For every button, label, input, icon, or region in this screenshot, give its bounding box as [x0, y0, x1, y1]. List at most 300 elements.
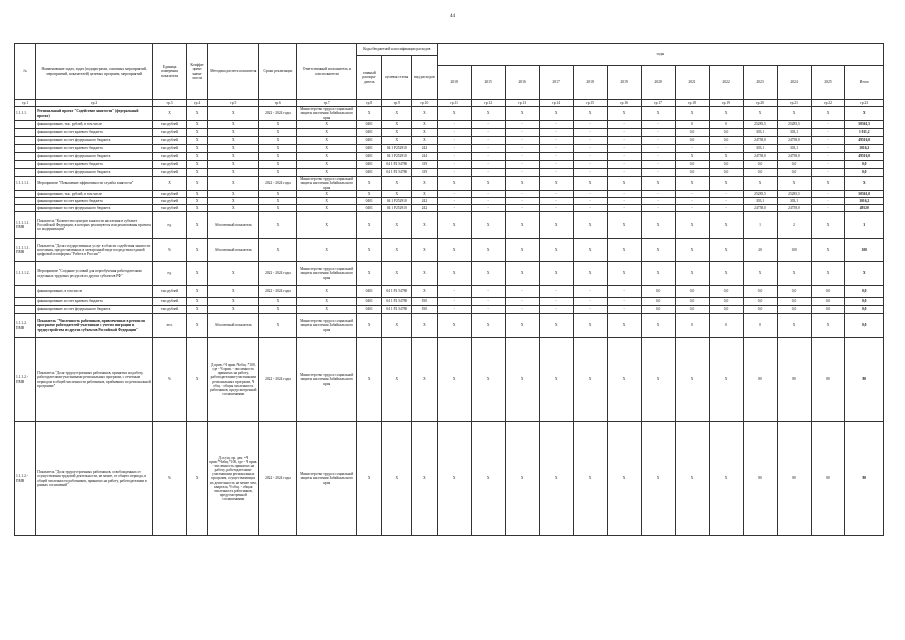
table-cell: - — [505, 298, 539, 306]
table-cell: X — [709, 338, 743, 422]
table-cell: Министерство труда и социальной защиты населения Забайкальского края — [297, 177, 356, 191]
table-row — [15, 198, 884, 205]
table-cell: X — [505, 239, 539, 262]
table-cell: X — [412, 191, 438, 198]
column-number: гр.13 — [505, 100, 539, 107]
table-cell: - — [471, 145, 505, 153]
table-cell: 0 — [675, 314, 709, 338]
table-cell: Абсолютный показатель — [208, 314, 259, 338]
table-cell: 0,0 — [641, 286, 675, 298]
table-cell: - — [573, 286, 607, 298]
table-cell: тыс.рублей — [153, 153, 187, 161]
table-cell: X — [208, 286, 259, 298]
table-cell: 25285,5 — [743, 191, 777, 198]
table-cell: - — [505, 191, 539, 198]
table-cell — [15, 153, 36, 161]
table-cell: X — [208, 262, 259, 286]
table-cell: - — [437, 161, 471, 169]
table-cell: X — [259, 205, 297, 212]
table-cell: X — [187, 212, 208, 239]
table-cell: финансирование за счет краевого бюджета — [36, 298, 153, 306]
table-cell: - — [607, 286, 641, 298]
header-year: 2019 — [607, 66, 641, 100]
table-cell: 1.1.1.1.1. — [15, 177, 36, 191]
header-year: 2025 — [811, 66, 845, 100]
header-year: 2017 — [539, 66, 573, 100]
table-cell: X — [811, 262, 845, 286]
table-cell: X — [743, 262, 777, 286]
table-cell: 0 — [675, 121, 709, 129]
table-cell: X — [709, 107, 743, 121]
table-cell: X — [382, 239, 412, 262]
table-cell: X — [607, 262, 641, 286]
table-cell: 242 — [412, 198, 438, 205]
table-cell: X — [777, 177, 811, 191]
table-cell: - — [505, 286, 539, 298]
table-row — [15, 298, 884, 306]
table-row — [15, 212, 884, 239]
table-cell: Министерство труда и социальной защиты населения Забайкальского края — [297, 338, 356, 422]
table-cell: X — [505, 338, 539, 422]
table-cell: тыс.рублей — [153, 129, 187, 137]
table-cell: - — [607, 191, 641, 198]
table-cell: X — [777, 262, 811, 286]
table-cell: - — [811, 153, 845, 161]
table-cell: X — [412, 121, 438, 129]
table-cell: X — [187, 153, 208, 161]
column-number: гр.9 — [382, 100, 412, 107]
header-year: 2018 — [573, 66, 607, 100]
table-cell: - — [573, 121, 607, 129]
table-cell: X — [412, 422, 438, 536]
table-cell: - — [811, 205, 845, 212]
table-cell: - — [471, 153, 505, 161]
table-cell: 0,0 — [845, 314, 884, 338]
table-cell: 1.1.1.2. ПМВ — [15, 314, 36, 338]
table-cell: - — [709, 145, 743, 153]
table-cell: X — [675, 177, 709, 191]
table-cell: X — [356, 177, 381, 191]
table-cell: 0401 — [356, 161, 381, 169]
table-cell: - — [573, 306, 607, 314]
table-cell: X — [382, 212, 412, 239]
table-cell: X — [187, 239, 208, 262]
table-row — [15, 161, 884, 169]
table-cell: - — [539, 205, 573, 212]
header-num: № — [15, 44, 36, 100]
table-cell: - — [539, 137, 573, 145]
table-cell: финансирование, тыс. рублей, в том числе — [36, 191, 153, 198]
table-cell: Показатель "Доля трудоустроенных работников, освобожденных от осуществления трудовой деятельности, не менее, от общего периода, в общей численности работников, принятых на работу, работодателями в рамках соглашений" — [36, 422, 153, 536]
table-cell: X — [607, 239, 641, 262]
table-row — [15, 306, 884, 314]
table-cell: X — [675, 107, 709, 121]
table-cell: тыс.рублей — [153, 145, 187, 153]
table-cell: X — [153, 177, 187, 191]
table-row — [15, 107, 884, 121]
table-cell: - — [641, 137, 675, 145]
column-number: гр.16 — [607, 100, 641, 107]
header-year: 2024 — [777, 66, 811, 100]
table-cell: X — [709, 262, 743, 286]
table-cell: 810 — [412, 306, 438, 314]
table-cell: 0401 — [356, 121, 381, 129]
column-number: гр.11 — [437, 100, 471, 107]
table-cell: 0,0 — [845, 306, 884, 314]
table-cell: тыс.рублей — [153, 137, 187, 145]
table-cell: 0,0 — [709, 161, 743, 169]
table-cell: X — [412, 338, 438, 422]
table-cell: X — [187, 137, 208, 145]
table-cell: - — [573, 145, 607, 153]
table-cell: X — [208, 153, 259, 161]
table-cell: Региональный проект "Содействие занятости" (федеральный проект) — [36, 107, 153, 121]
table-cell: - — [641, 153, 675, 161]
header-year: 2015 — [471, 66, 505, 100]
table-cell: 25285,5 — [777, 191, 811, 198]
table-cell: 2022 - 2024 годы — [259, 177, 297, 191]
table-cell: X — [573, 212, 607, 239]
table-cell: - — [811, 137, 845, 145]
table-cell: X — [675, 239, 709, 262]
table-cell: 2022 - 2024 годы — [259, 422, 297, 536]
table-row — [15, 145, 884, 153]
table-cell: - — [539, 198, 573, 205]
table-cell: X — [153, 107, 187, 121]
table-cell: X — [356, 314, 381, 338]
table-cell: X — [259, 161, 297, 169]
header-name: Наименование задач, задач (подпрограмм, основных мероприятий, мероприятий, показателей) целевых программ, мероприятий — [36, 44, 153, 100]
table-cell: - — [641, 121, 675, 129]
table-cell: X — [505, 314, 539, 338]
table-cell: 2 — [777, 212, 811, 239]
table-cell: 0,0 — [777, 161, 811, 169]
header-period: Сроки реализации — [259, 44, 297, 100]
table-cell: 0,0 — [709, 137, 743, 145]
table-cell: 0,0 — [641, 306, 675, 314]
table-cell: X — [259, 137, 297, 145]
table-cell: - — [437, 145, 471, 153]
table-cell: X — [259, 306, 297, 314]
table-cell: - — [641, 191, 675, 198]
table-cell: X — [471, 262, 505, 286]
table-cell: X — [297, 161, 356, 169]
header-total: Итого — [845, 66, 884, 100]
table-cell: X — [471, 177, 505, 191]
table-cell: X — [208, 137, 259, 145]
table-cell: Показатель "Доля государственных услуг в области содействия занятости населения, предоставленных в электронной виде посредством единой цифровой платформы "Работа в России"" — [36, 239, 153, 262]
header-year: 2020 — [641, 66, 675, 100]
table-cell: финансирование за счет краевого бюджета — [36, 161, 153, 169]
table-cell: - — [505, 205, 539, 212]
table-cell: X — [675, 262, 709, 286]
table-cell: X — [709, 422, 743, 536]
table-cell: 1.1.1.1. — [15, 107, 36, 121]
table-cell: 24758,0 — [777, 205, 811, 212]
table-cell: - — [471, 161, 505, 169]
table-row — [15, 177, 884, 191]
header-unit: Единица измерения показателя — [153, 44, 187, 100]
table-cell: 04 1 P2 54780 — [382, 298, 412, 306]
table-cell: 2022 - 2024 годы — [259, 286, 297, 298]
table-cell: - — [607, 129, 641, 137]
table-cell — [15, 121, 36, 129]
table-cell: финансирование за счет краевого бюджета — [36, 129, 153, 137]
table-cell: 0,0 — [811, 306, 845, 314]
table-cell: X — [641, 212, 675, 239]
table-cell: - — [607, 153, 641, 161]
table-cell: X — [641, 177, 675, 191]
table-cell: X — [208, 198, 259, 205]
table-cell: ед. — [153, 262, 187, 286]
table-cell: X — [187, 298, 208, 306]
table-cell: 0,0 — [709, 169, 743, 177]
table-cell: - — [607, 205, 641, 212]
table-cell: - — [437, 286, 471, 298]
table-cell: X — [297, 137, 356, 145]
table-cell: X — [709, 239, 743, 262]
table-row — [15, 137, 884, 145]
table-cell: - — [539, 121, 573, 129]
table-cell: X — [208, 191, 259, 198]
table-cell: X — [777, 107, 811, 121]
column-number: гр.5 — [208, 100, 259, 107]
table-cell: X — [539, 177, 573, 191]
table-cell: - — [471, 205, 505, 212]
table-cell: X — [437, 212, 471, 239]
table-cell: - — [539, 129, 573, 137]
table-cell: - — [437, 191, 471, 198]
table-cell: 0,0 — [675, 306, 709, 314]
table-row — [15, 422, 884, 536]
table-cell: Д осущ. пр. дея. =Ч прив.*Чобщ.*100, где - Ч прив. - численность принятых на работу, работодателями-участниками региональных программ, осуществляющих их деятельность не менее чем, квартала, Ч общ. - общая численность работников, предусмотренной соглашениями — [208, 422, 259, 536]
table-cell: - — [539, 298, 573, 306]
table-cell: ед. — [153, 212, 187, 239]
table-cell: - — [811, 169, 845, 177]
table-cell: - — [505, 129, 539, 137]
header-year: 2022 — [709, 66, 743, 100]
table-cell: тыс.рублей — [153, 306, 187, 314]
table-cell: тыс.рублей — [153, 121, 187, 129]
table-cell: X — [187, 161, 208, 169]
table-cell: X — [505, 107, 539, 121]
table-row — [15, 121, 884, 129]
table-cell: 0,0 — [845, 169, 884, 177]
table-cell: - — [641, 145, 675, 153]
table-cell: 0,0 — [675, 298, 709, 306]
table-cell — [15, 161, 36, 169]
table-row — [15, 314, 884, 338]
table-cell: X — [573, 239, 607, 262]
column-number: гр.12 — [471, 100, 505, 107]
table-cell: X — [382, 137, 412, 145]
table-cell: X — [845, 262, 884, 286]
table-cell: Показатель "Доля трудоустроенных работников, принятых на работу, работодателями-участниками региональных программ, с отчетным периодом в общей численности работников, прибывших по региональной программе" — [36, 338, 153, 422]
table-cell — [15, 286, 36, 298]
table-cell: - — [437, 137, 471, 145]
table-cell: X — [208, 169, 259, 177]
column-number: гр.22 — [811, 100, 845, 107]
table-cell: X — [437, 338, 471, 422]
table-cell: X — [187, 286, 208, 298]
table-cell: X — [208, 121, 259, 129]
table-cell: 0401 — [356, 137, 381, 145]
table-cell: X — [539, 338, 573, 422]
table-cell: - — [539, 153, 573, 161]
table-cell: 0,0 — [641, 298, 675, 306]
table-cell: X — [297, 239, 356, 262]
table-cell: X — [743, 177, 777, 191]
table-cell: X — [412, 314, 438, 338]
table-cell: X — [297, 191, 356, 198]
table-cell: X — [356, 212, 381, 239]
table-cell — [15, 129, 36, 137]
table-cell: X — [607, 177, 641, 191]
table-cell: 04 1 P252910 — [382, 145, 412, 153]
table-cell: - — [539, 191, 573, 198]
table-cell: X — [437, 177, 471, 191]
table-cell: X — [187, 107, 208, 121]
table-cell: - — [607, 145, 641, 153]
table-cell: X — [187, 177, 208, 191]
table-cell: X — [845, 177, 884, 191]
table-cell: X — [437, 422, 471, 536]
table-cell: - — [573, 137, 607, 145]
table-cell: 244 — [412, 153, 438, 161]
table-cell: X — [539, 262, 573, 286]
table-body — [15, 107, 884, 536]
table-cell: - — [573, 153, 607, 161]
table-cell: 0,0 — [675, 169, 709, 177]
table-cell: X — [675, 212, 709, 239]
header-kbk-main: главный распоря-дитель — [356, 56, 381, 100]
table-cell: X — [356, 422, 381, 536]
table-cell: - — [505, 145, 539, 153]
table-cell: - — [505, 137, 539, 145]
table-cell: - — [539, 169, 573, 177]
table-cell: % — [153, 422, 187, 536]
table-cell: 303,1 — [777, 198, 811, 205]
table-cell: 80 — [845, 338, 884, 422]
table-cell: X — [641, 239, 675, 262]
table-cell: X — [297, 169, 356, 177]
table-cell: 0,0 — [811, 298, 845, 306]
table-cell: 1016,2 — [845, 198, 884, 205]
table-cell: 810 — [412, 298, 438, 306]
table-cell: X — [471, 338, 505, 422]
table-cell: X — [471, 422, 505, 536]
column-number: гр.7 — [297, 100, 356, 107]
table-cell: 49520 — [845, 205, 884, 212]
table-cell: 0 — [709, 121, 743, 129]
table-cell: % — [153, 338, 187, 422]
table-cell: 303,1 — [743, 145, 777, 153]
table-cell — [15, 137, 36, 145]
table-cell: - — [709, 205, 743, 212]
table-cell: финансирование, тыс. рублей, в том числе — [36, 121, 153, 129]
table-cell: 0,0 — [675, 161, 709, 169]
table-cell: - — [437, 169, 471, 177]
table-cell: X — [382, 262, 412, 286]
table-cell: 49516,0 — [845, 153, 884, 161]
table-cell: 0,0 — [845, 286, 884, 298]
column-number: гр.2 — [36, 100, 153, 107]
table-cell: 0,0 — [743, 169, 777, 177]
table-cell: - — [641, 198, 675, 205]
table-cell: 24758,0 — [743, 137, 777, 145]
table-cell: - — [641, 169, 675, 177]
table-cell: X — [259, 121, 297, 129]
table-cell: финансирование, в том числе — [36, 286, 153, 298]
table-cell: 49516,0 — [845, 137, 884, 145]
table-cell: X — [297, 153, 356, 161]
table-cell: - — [437, 153, 471, 161]
table-cell: 1 — [743, 212, 777, 239]
table-cell: Абсолютный показатель — [208, 212, 259, 239]
table-cell: X — [777, 314, 811, 338]
table-cell: X — [187, 314, 208, 338]
table-cell: Министерство труда и социальной защиты населения Забайкальского края — [297, 262, 356, 286]
table-cell: Показатель "Количество центров занятости населения в субъекте Российской Федерации, в которых реализуются или реализованы проекты по модернизации" — [36, 212, 153, 239]
table-cell: - — [709, 198, 743, 205]
header-years-title: годы — [437, 44, 883, 66]
table-cell: 0,0 — [743, 286, 777, 298]
column-number: гр.10 — [412, 100, 438, 107]
table-cell: 0,0 — [709, 286, 743, 298]
column-number: гр.3 — [153, 100, 187, 107]
table-cell: 04 1 P252910 — [382, 205, 412, 212]
table-cell: - — [811, 121, 845, 129]
table-cell: тыс.рублей — [153, 161, 187, 169]
table-cell: 80 — [811, 422, 845, 536]
table-cell: Министерство труда и социальной защиты населения Забайкальского края — [297, 422, 356, 536]
table-cell: - — [607, 121, 641, 129]
table-cell: 04 1 P2 54780 — [382, 286, 412, 298]
header-year: 2018 — [437, 66, 471, 100]
table-cell: - — [641, 161, 675, 169]
table-cell: - — [573, 205, 607, 212]
table-cell: 0,0 — [777, 169, 811, 177]
table-cell: 24758,0 — [777, 153, 811, 161]
table-cell: тыс.рублей — [153, 298, 187, 306]
table-cell: X — [259, 212, 297, 239]
header-coef: Коэффи-циент значи-мости — [187, 44, 208, 100]
table-cell: - — [573, 169, 607, 177]
header-year: 2016 — [505, 66, 539, 100]
table-cell: 04 1 P252910 — [382, 153, 412, 161]
column-number: гр.19 — [709, 100, 743, 107]
header-responsible: Ответственный исполнитель и соисполнители — [297, 44, 356, 100]
table-cell: 0401 — [356, 129, 381, 137]
table-cell: Абсолютный показатель — [208, 239, 259, 262]
table-cell: X — [187, 205, 208, 212]
table-cell: X — [297, 205, 356, 212]
table-cell: - — [573, 298, 607, 306]
table-cell: 24758,0 — [777, 137, 811, 145]
table-row — [15, 262, 884, 286]
table-cell: - — [811, 198, 845, 205]
table-cell: 0,0 — [743, 298, 777, 306]
table-cell: X — [412, 177, 438, 191]
table-cell: X — [573, 314, 607, 338]
table-cell: X — [471, 107, 505, 121]
table-cell: X — [471, 239, 505, 262]
table-cell: 1.1.1.2.- ПМВ — [15, 338, 36, 422]
table-cell: X — [539, 212, 573, 239]
table-cell — [15, 298, 36, 306]
table-cell: - — [675, 205, 709, 212]
table-cell: X — [208, 306, 259, 314]
